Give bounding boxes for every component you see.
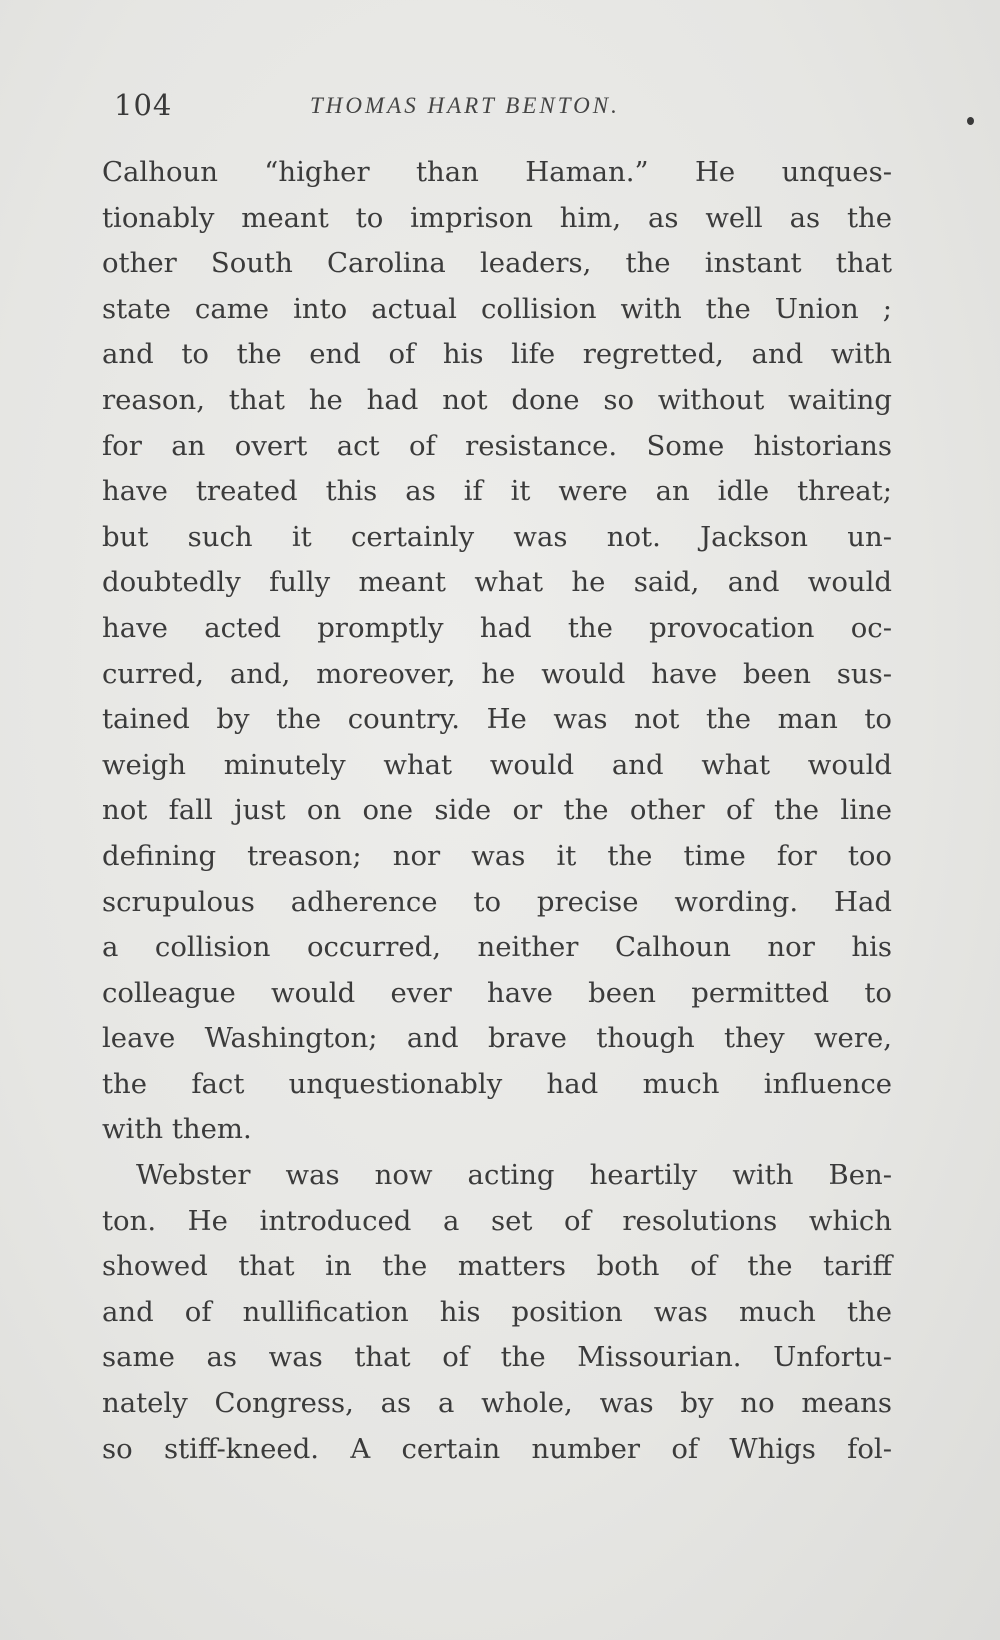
text-line: other South Carolina leaders, the instant that: [102, 247, 892, 280]
margin-mark: [967, 117, 974, 125]
paragraph-1: [102, 150, 892, 1153]
text-line: for an overt act of resistance. Some historians: [102, 429, 892, 462]
page-number: 104: [114, 88, 173, 122]
text-line: tionably meant to imprison him, as well as the: [102, 201, 892, 234]
text-line: leave Washington; and brave though they were,: [102, 1022, 892, 1055]
paragraph-2: [102, 1153, 892, 1472]
text-line: have acted promptly had the provocation oc-: [102, 611, 892, 644]
text-line: but such it certainly was not. Jackson un-: [102, 520, 892, 553]
text-line: have treated this as if it were an idle threat;: [102, 475, 892, 508]
running-head: THOMAS HART BENTON.: [310, 93, 620, 118]
text-line: and to the end of his life regretted, and with: [102, 338, 892, 371]
text-line: doubtedly fully meant what he said, and would: [102, 566, 892, 599]
text-line: scrupulous adherence to precise wording. Had: [102, 885, 892, 918]
text-line: so stiff-kneed. A certain number of Whigs fol-: [102, 1432, 892, 1465]
text-line: state came into actual collision with the Union ;: [102, 292, 892, 325]
text-line: Calhoun “higher than Haman.” He unques-: [102, 156, 892, 188]
text-line: ton. He introduced a set of resolutions which: [102, 1204, 892, 1237]
text-line: and of nullification his position was much the: [102, 1295, 892, 1328]
text-line: nately Congress, as a whole, was by no means: [102, 1387, 892, 1420]
body-text: [102, 150, 892, 1472]
text-line: showed that in the matters both of the tariff: [102, 1250, 892, 1283]
text-line: not fall just on one side or the other of the line: [102, 794, 892, 827]
text-line: a collision occurred, neither Calhoun nor his: [102, 931, 892, 964]
text-line: defining treason; nor was it the time for too: [102, 839, 892, 872]
text-line: reason, that he had not done so without waiting: [102, 383, 892, 416]
text-line: weigh minutely what would and what would: [102, 748, 892, 781]
text-line: curred, and, moreover, he would have been sus-: [102, 657, 892, 690]
text-line: the fact unquestionably had much influence: [102, 1067, 892, 1100]
page-header: [110, 88, 870, 128]
text-line: same as was that of the Missourian. Unfortu-: [102, 1341, 892, 1374]
text-line: tained by the country. He was not the man to: [102, 703, 892, 736]
text-line: with them.: [102, 1113, 252, 1146]
text-line: colleague would ever have been permitted to: [102, 976, 892, 1009]
text-line: Webster was now acting heartily with Ben-: [136, 1159, 892, 1192]
